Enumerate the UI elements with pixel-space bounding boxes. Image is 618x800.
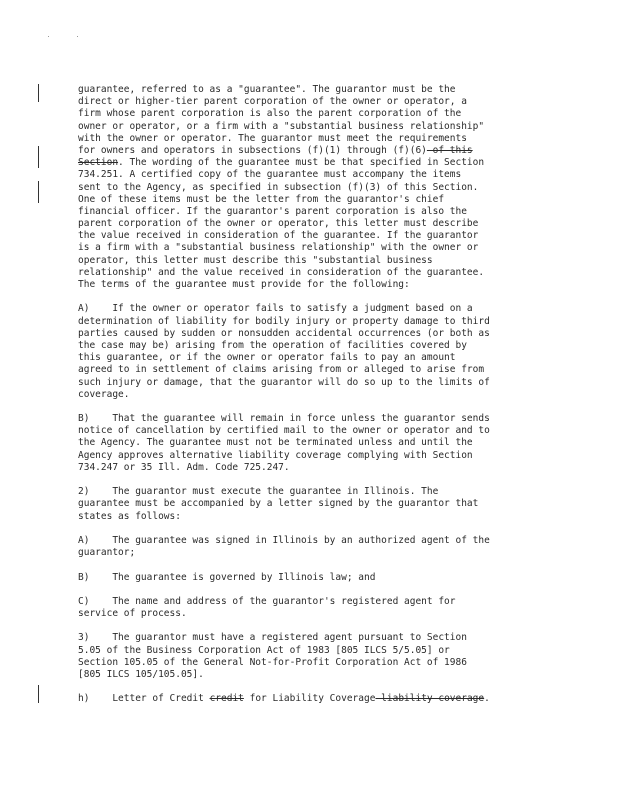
paragraph-item-3 (78, 632, 548, 681)
text-line: notice of cancellation by certified mail to the owner or operator and to (78, 425, 490, 437)
text-line (78, 693, 548, 705)
text-line: determination of liability for bodily injury or property damage to third (78, 315, 490, 327)
text-segment: . (484, 693, 490, 705)
paragraph-item-h (78, 693, 548, 705)
text-line: relationship" and the value received in consideration of the guarantee. (78, 266, 485, 278)
text-line: C) The name and address of the guarantor's registered agent for (78, 595, 456, 607)
paragraph-item-2c (78, 596, 548, 620)
text-line: the case may be) arising from the operation of facilities covered by (78, 339, 467, 351)
text-line: guarantee must be accompanied by a letter signed by the guarantor that (78, 498, 479, 510)
document-body (78, 84, 548, 706)
scan-speck (48, 36, 49, 37)
text-line: agreed to in settlement of claims arising from or alleged to arise from (78, 364, 485, 376)
text-line: guarantee, referred to as a "guarantee". The guarantor must be the (78, 84, 456, 95)
text-line: Section 105.05 of the General Not-for-Profit Corporation Act of 1986 (78, 656, 467, 668)
text-segment: for owners and operators in subsections (f)(1) through (f)(6) (78, 144, 427, 156)
text-line: [805 ILCS 105/105.05]. (78, 669, 204, 680)
text-line: operator, this letter must describe this "substantial business (78, 254, 433, 266)
text-line: B) That the guarantee will remain in force unless the guarantor sends (78, 413, 490, 425)
scan-speck (77, 36, 78, 37)
text-line: direct or higher-tier parent corporation of the owner or operator, a (78, 96, 467, 108)
text-line: 5.05 of the Business Corporation Act of 1983 [805 ILCS 5/5.05] or (78, 644, 450, 656)
text-line: owner or operator, or a firm with a "substantial business relationship" (78, 120, 485, 132)
struck-text: Section (78, 157, 119, 169)
revision-bar (38, 685, 39, 703)
text-line: B) The guarantee is governed by Illinois law; and (78, 571, 376, 583)
text-line: such injury or damage, that the guarantor will do so up to the limits of (78, 376, 490, 388)
text-line: is a firm with a "substantial business relationship" with the owner or (78, 242, 479, 254)
text-segment: . The wording of the guarantee must be that specified in Section (118, 157, 485, 169)
text-line: One of these items must be the letter from the guarantor's chief (78, 193, 445, 205)
text-line: The terms of the guarantee must provide for the following: (78, 279, 410, 290)
paragraph-item-a (78, 303, 548, 401)
struck-text: credit (209, 693, 244, 705)
text-line: firm whose parent corporation is also the parent corporation of the (78, 108, 462, 120)
text-line: service of process. (78, 608, 187, 620)
struck-text: liability coverage (375, 693, 485, 705)
text-line: financial officer. If the guarantor's parent corporation is also the (78, 205, 467, 217)
text-segment: h) Letter of Credit (78, 693, 210, 705)
paragraph-item-2a (78, 535, 548, 559)
text-line: this guarantee, or if the owner or operator fails to pay an amount (78, 352, 456, 364)
revision-bar (38, 84, 39, 102)
text-line: coverage. (78, 388, 130, 400)
text-line: A) If the owner or operator fails to satisfy a judgment based on a (78, 303, 473, 315)
text-line: the value received in consideration of the guarantee. If the guarantor (78, 230, 479, 242)
paragraph-item-2 (78, 486, 548, 523)
text-line: states as follows: (78, 510, 181, 522)
text-line: parent corporation of the owner or operator, this letter must describe (78, 218, 479, 230)
text-line (78, 157, 548, 169)
text-line: guarantor; (78, 547, 136, 559)
text-line: with the owner or operator. The guarantor must meet the requirements (78, 132, 467, 144)
text-line (78, 145, 548, 157)
text-line: Agency approves alternative liability coverage complying with Section (78, 449, 473, 461)
text-line: A) The guarantee was signed in Illinois by an authorized agent of the (78, 534, 490, 546)
text-segment: for Liability Coverage (243, 693, 376, 705)
paragraph-item-2b (78, 572, 548, 584)
text-line: the Agency. The guarantee must not be terminated unless and until the (78, 437, 473, 449)
text-line: 734.247 or 35 Ill. Adm. Code 725.247. (78, 461, 290, 473)
text-line: 3) The guarantor must have a registered agent pursuant to Section (78, 632, 467, 644)
paragraph-guarantee-intro (78, 84, 548, 291)
paragraph-item-b (78, 413, 548, 474)
revision-bar (38, 181, 39, 203)
text-line: 734.251. A certified copy of the guarantee must accompany the items (78, 169, 462, 181)
text-line: sent to the Agency, as specified in subsection (f)(3) of this Section. (78, 181, 479, 193)
struck-text: of this (426, 144, 473, 156)
text-line: 2) The guarantor must execute the guarantee in Illinois. The (78, 486, 439, 498)
revision-bar (38, 146, 39, 168)
text-line: parties caused by sudden or nonsudden accidental occurrences (or both as (78, 327, 490, 339)
